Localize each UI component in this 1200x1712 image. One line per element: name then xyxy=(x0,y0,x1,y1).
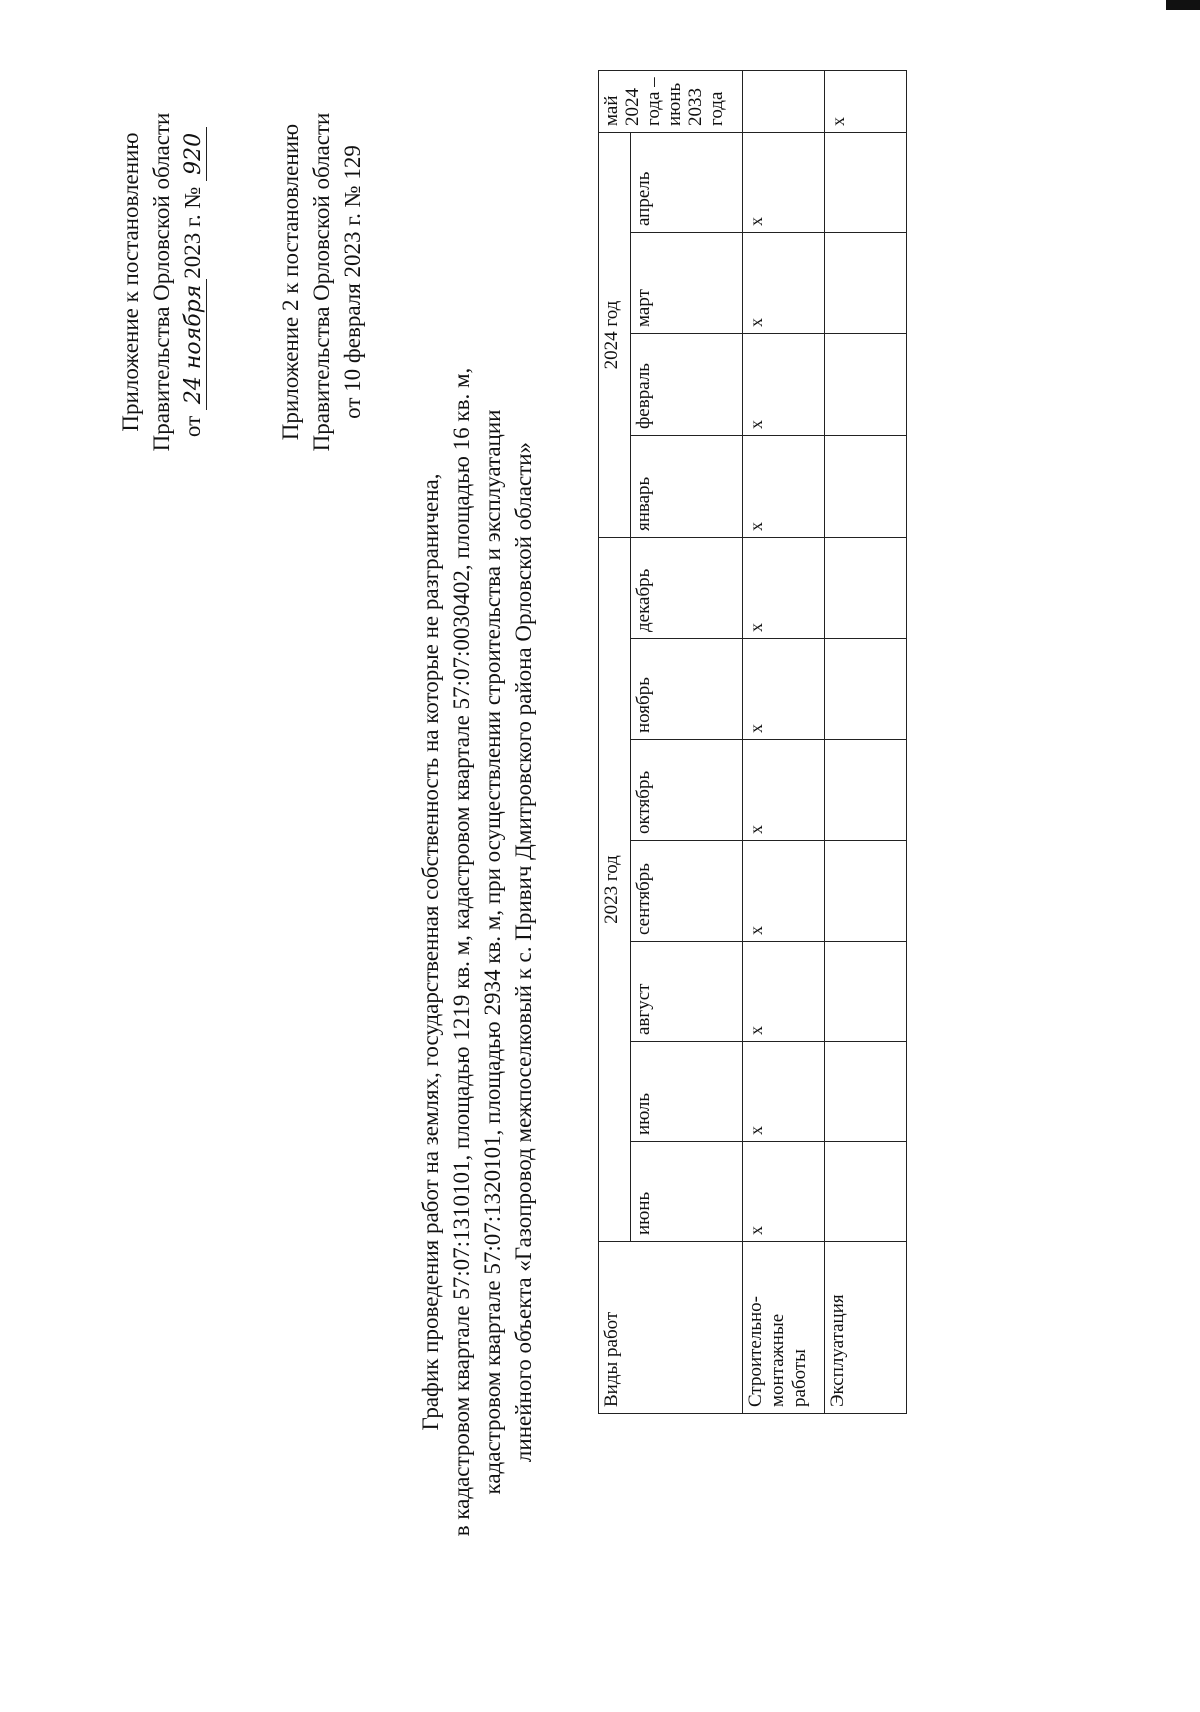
appendix-2-line-2: Правительства Орловской области xyxy=(309,112,334,452)
month-header: декабрь xyxy=(631,538,743,639)
title-line-1: График проведения работ на землях, государственная собственность на которые не разграничена, xyxy=(418,473,443,1431)
table-row xyxy=(825,71,907,1414)
row-label-line: монтажные xyxy=(767,1313,788,1407)
document-title xyxy=(415,322,539,1582)
month-header: ноябрь xyxy=(631,639,743,740)
schedule-mark-cell xyxy=(825,942,907,1042)
schedule-mark-cell xyxy=(825,233,907,334)
month-header: октябрь xyxy=(631,740,743,841)
month-header: март xyxy=(631,233,743,334)
schedule-mark-cell: x xyxy=(743,841,825,942)
approval-date-year: 2023 г. № xyxy=(180,186,205,279)
table-row xyxy=(743,71,825,1414)
title-line-3: кадастровом квартале 57:07:1320101, площадью 2934 кв. м, при осуществлении строительства и эксплуатации xyxy=(480,409,505,1495)
row-label-line: работы xyxy=(789,1349,810,1407)
schedule-mark-cell xyxy=(825,639,907,740)
month-header: январь xyxy=(631,436,743,538)
last-period-line: 2024 xyxy=(622,88,643,126)
row-label-line: Строительно- xyxy=(745,1295,766,1407)
schedule-mark-cell xyxy=(825,334,907,436)
appendix-2-line-3: от 10 февраля 2023 г. № 129 xyxy=(340,145,365,419)
schedule-mark-cell: x xyxy=(743,942,825,1042)
approval-date-prefix: от xyxy=(180,415,205,438)
month-header: июль xyxy=(631,1042,743,1142)
row-label-line: Эксплуатация xyxy=(827,1294,848,1407)
schedule-mark-cell xyxy=(825,436,907,538)
last-period-line: года – xyxy=(643,77,664,126)
title-line-2: в кадастровом квартале 57:07:1310101, площадью 1219 кв. м, кадастровом квартале 57:07:0030402, площадью 16 кв. м, xyxy=(449,367,474,1537)
schedule-mark-cell: x xyxy=(743,538,825,639)
approval-line-2: Правительства Орловской области xyxy=(149,112,174,452)
schedule-mark-cell: x xyxy=(743,334,825,436)
last-period-line: года xyxy=(706,91,727,126)
last-period-line: май xyxy=(601,95,622,126)
header-work-types: Виды работ xyxy=(599,1242,743,1414)
month-header: февраль xyxy=(631,334,743,436)
approval-date-line xyxy=(177,62,208,502)
row-label-construction xyxy=(743,1242,825,1414)
handwritten-number: 920 xyxy=(182,127,207,181)
last-period-line: июнь xyxy=(664,82,685,126)
schedule-mark-cell xyxy=(825,1042,907,1142)
schedule-mark-cell: x xyxy=(743,1142,825,1242)
work-schedule-table xyxy=(598,70,907,1414)
header-year-2024: 2024 год xyxy=(599,133,631,538)
schedule-mark-cell xyxy=(825,841,907,942)
month-header: август xyxy=(631,942,743,1042)
month-header: июнь xyxy=(631,1142,743,1242)
schedule-mark-cell: x xyxy=(743,740,825,841)
schedule-mark-cell xyxy=(825,133,907,233)
schedule-mark-cell: x xyxy=(743,133,825,233)
approval-line-1: Приложение к постановлению xyxy=(118,132,143,432)
schedule-mark-cell xyxy=(825,740,907,841)
handwritten-date: 24 ноября xyxy=(182,279,207,410)
month-header: апрель xyxy=(631,133,743,233)
row-label-operation xyxy=(825,1242,907,1414)
month-header: сентябрь xyxy=(631,841,743,942)
schedule-mark-cell: x xyxy=(743,639,825,740)
last-period-line: 2033 xyxy=(685,88,706,126)
approval-block xyxy=(115,62,208,502)
schedule-mark-cell: x xyxy=(743,436,825,538)
appendix-2-line-1: Приложение 2 к постановлению xyxy=(278,123,303,441)
appendix-2-block xyxy=(275,62,368,502)
schedule-mark-cell: x xyxy=(743,233,825,334)
schedule-mark-cell: x xyxy=(743,1042,825,1142)
schedule-mark-cell xyxy=(743,71,825,133)
title-line-4: линейного объекта «Газопровод межпоселковый к с. Привич Дмитровского района Орловской области» xyxy=(511,441,536,1463)
header-last-period xyxy=(599,71,743,133)
schedule-mark-cell xyxy=(825,1142,907,1242)
schedule-mark-cell xyxy=(825,538,907,639)
schedule-mark-cell: x xyxy=(825,71,907,133)
header-year-2023: 2023 год xyxy=(599,538,631,1242)
